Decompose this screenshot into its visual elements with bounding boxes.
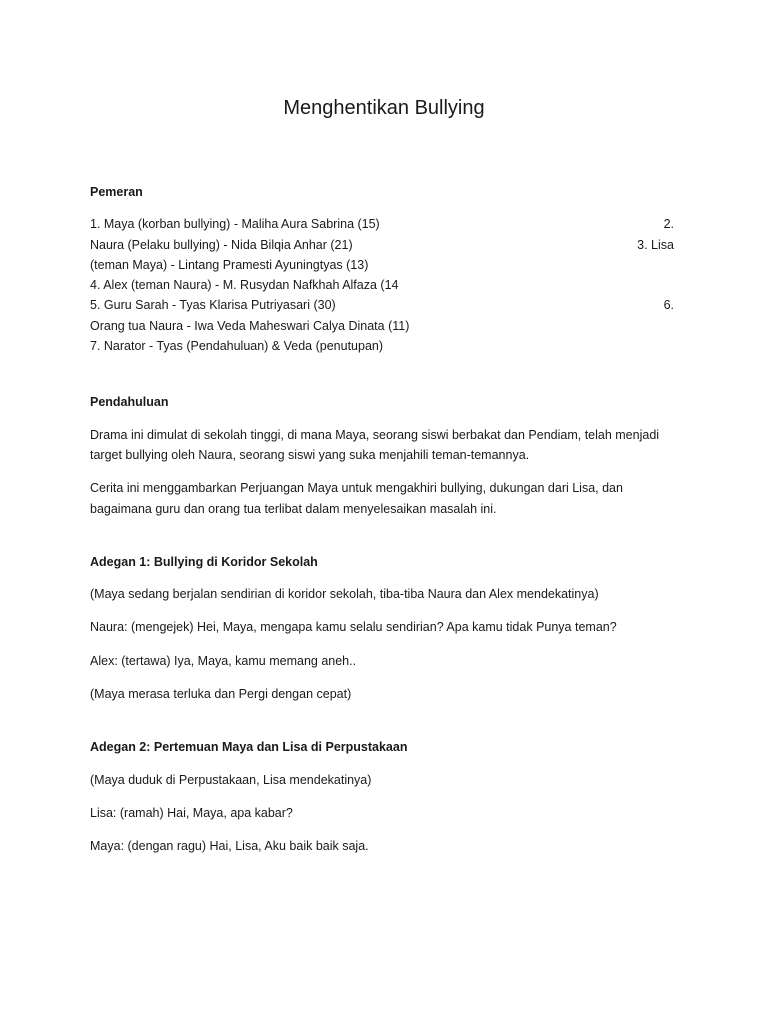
script-line: Alex: (tertawa) Iya, Maya, kamu memang aneh.. <box>90 653 357 668</box>
paragraph-line: Cerita ini menggambarkan Perjuangan Maya untuk mengakhiri bullying, dukungan dari Lisa, dan <box>90 481 623 496</box>
cast-line-left: 5. Guru Sarah - Tyas Klarisa Putriyasari (30) <box>90 298 336 313</box>
cast-line-left: Naura (Pelaku bullying) - Nida Bilqia Anhar (21) <box>90 237 353 252</box>
cast-line-right: 2. <box>663 217 674 232</box>
script-line: Naura: (mengejek) Hei, Maya, mengapa kamu selalu sendirian? Apa kamu tidak Punya teman? <box>90 620 617 635</box>
intro-paragraph-1 <box>90 425 674 466</box>
document-title: Menghentikan Bullying <box>283 97 485 119</box>
script-line: Lisa: (ramah) Hai, Maya, apa kabar? <box>90 805 293 820</box>
cast-line <box>90 275 674 295</box>
cast-list <box>90 214 674 356</box>
document-body <box>90 182 674 857</box>
script-line: Maya: (dengan ragu) Hai, Lisa, Aku baik baik saja. <box>90 839 369 854</box>
script-line: (Maya duduk di Perpustakaan, Lisa mendekatinya) <box>90 772 372 787</box>
paragraph-line: target bullying oleh Naura, seorang siswi yang suka menjahili teman-temannya. <box>90 447 530 462</box>
cast-line-left: Orang tua Naura - Iwa Veda Maheswari Calya Dinata (11) <box>90 318 410 333</box>
paragraph-line: Drama ini dimulat di sekolah tinggi, di mana Maya, seorang siswi berbakat dan Pendiam, telah menjadi <box>90 427 660 442</box>
cast-line <box>90 336 674 356</box>
cast-line-left: (teman Maya) - Lintang Pramesti Ayuningtyas (13) <box>90 257 369 272</box>
intro-paragraph-2 <box>90 478 674 519</box>
cast-line <box>90 295 674 315</box>
section-heading-adegan-2: Adegan 2: Pertemuan Maya dan Lisa di Perpustakaan <box>90 740 408 755</box>
script-line: (Maya sedang berjalan sendirian di koridor sekolah, tiba-tiba Naura dan Alex mendekatinya) <box>90 587 599 602</box>
cast-line <box>90 255 674 275</box>
cast-line-right: 3. Lisa <box>637 237 674 252</box>
cast-line <box>90 214 674 234</box>
cast-line <box>90 235 674 255</box>
cast-line-right: 6. <box>663 298 674 313</box>
script-line: (Maya merasa terluka dan Pergi dengan cepat) <box>90 687 352 702</box>
cast-line <box>90 316 674 336</box>
section-heading-adegan-1: Adegan 1: Bullying di Koridor Sekolah <box>90 554 318 569</box>
cast-line-left: 1. Maya (korban bullying) - Maliha Aura Sabrina (15) <box>90 217 380 232</box>
cast-line-left: 4. Alex (teman Naura) - M. Rusydan Nafkhah Alfaza (14 <box>90 278 399 293</box>
cast-line-left: 7. Narator - Tyas (Pendahuluan) & Veda (penutupan) <box>90 339 384 354</box>
section-heading-pendahuluan: Pendahuluan <box>90 395 169 410</box>
section-heading-pemeran: Pemeran <box>90 185 143 199</box>
paragraph-line: bagaimana guru dan orang tua terlibat dalam menyelesaikan masalah ini. <box>90 501 497 516</box>
